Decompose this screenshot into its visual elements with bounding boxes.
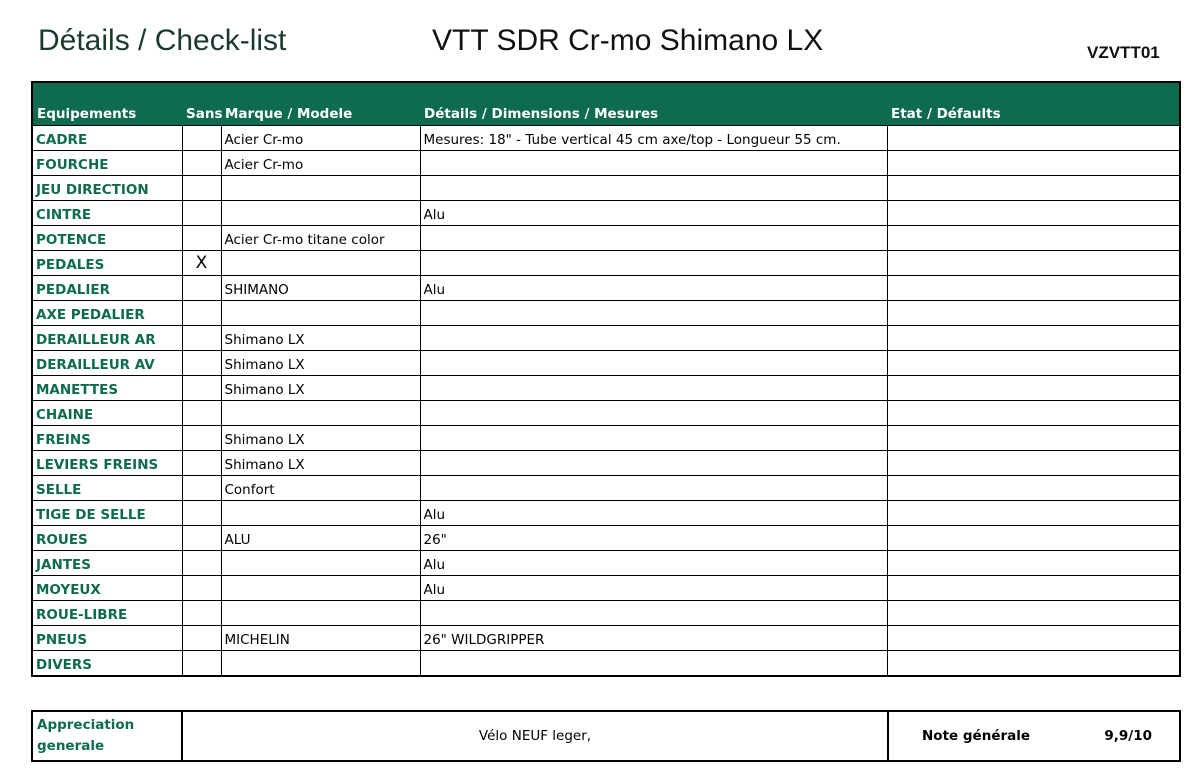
- overall-score-cell: [888, 711, 1180, 761]
- sans-cell[interactable]: [182, 601, 221, 626]
- sans-cell[interactable]: [182, 226, 221, 251]
- sans-cell[interactable]: [182, 351, 221, 376]
- details-cell[interactable]: Alu: [420, 276, 887, 301]
- equipment-name: PNEUS: [32, 626, 182, 651]
- equipment-name: CHAINE: [32, 401, 182, 426]
- table-row: [32, 351, 1180, 376]
- sans-cell[interactable]: [182, 326, 221, 351]
- equipment-name: CINTRE: [32, 201, 182, 226]
- column-header-etat: Etat / Défaults: [887, 82, 1180, 126]
- brand-model-cell[interactable]: [221, 601, 420, 626]
- details-cell[interactable]: Alu: [420, 201, 887, 226]
- condition-cell[interactable]: [887, 201, 1180, 226]
- condition-cell[interactable]: [887, 251, 1180, 276]
- details-cell[interactable]: [420, 476, 887, 501]
- equipment-name: ROUES: [32, 526, 182, 551]
- sans-cell[interactable]: [182, 651, 221, 676]
- table-row: [32, 226, 1180, 251]
- brand-model-cell[interactable]: Acier Cr-mo: [221, 126, 420, 151]
- bike-model-title: VTT SDR Cr-mo Shimano LX: [432, 24, 824, 57]
- brand-model-cell[interactable]: [221, 401, 420, 426]
- table-row: [32, 551, 1180, 576]
- details-cell[interactable]: [420, 351, 887, 376]
- condition-cell[interactable]: [887, 576, 1180, 601]
- brand-model-cell[interactable]: Shimano LX: [221, 376, 420, 401]
- equipment-name: LEVIERS FREINS: [32, 451, 182, 476]
- condition-cell[interactable]: [887, 401, 1180, 426]
- table-row: [32, 201, 1180, 226]
- equipment-name: CADRE: [32, 126, 182, 151]
- table-row: [32, 626, 1180, 651]
- equipment-name: SELLE: [32, 476, 182, 501]
- sans-cell[interactable]: [182, 526, 221, 551]
- details-cell[interactable]: [420, 601, 887, 626]
- condition-cell[interactable]: [887, 126, 1180, 151]
- equipment-name: MANETTES: [32, 376, 182, 401]
- brand-model-cell[interactable]: MICHELIN: [221, 626, 420, 651]
- details-cell[interactable]: [420, 451, 887, 476]
- appreciation-label: [32, 711, 182, 761]
- page-title: Détails / Check-list: [38, 24, 287, 57]
- table-row: [32, 251, 1180, 276]
- reference-code: VZVTT01: [1087, 43, 1160, 62]
- brand-model-cell[interactable]: Shimano LX: [221, 326, 420, 351]
- condition-cell[interactable]: [887, 176, 1180, 201]
- equipment-name: AXE PEDALIER: [32, 301, 182, 326]
- brand-model-cell[interactable]: [221, 651, 420, 676]
- sans-cell[interactable]: [182, 426, 221, 451]
- table-row: [32, 526, 1180, 551]
- sans-cell[interactable]: [182, 551, 221, 576]
- table-row: [32, 401, 1180, 426]
- condition-cell[interactable]: [887, 426, 1180, 451]
- equipment-name: DERAILLEUR AR: [32, 326, 182, 351]
- condition-cell[interactable]: [887, 326, 1180, 351]
- column-header-marque: Marque / Modele: [221, 82, 420, 126]
- condition-cell[interactable]: [887, 351, 1180, 376]
- checklist-table: [31, 81, 1181, 677]
- table-row: [32, 576, 1180, 601]
- table-row: [32, 426, 1180, 451]
- equipment-name: FREINS: [32, 426, 182, 451]
- table-row: [32, 151, 1180, 176]
- column-header-details: Détails / Dimensions / Mesures: [420, 82, 887, 126]
- table-row: [32, 376, 1180, 401]
- condition-cell[interactable]: [887, 476, 1180, 501]
- condition-cell[interactable]: [887, 276, 1180, 301]
- sans-cell[interactable]: [182, 401, 221, 426]
- sans-cell[interactable]: [182, 476, 221, 501]
- table-header-row: [32, 82, 1180, 126]
- details-cell[interactable]: [420, 376, 887, 401]
- brand-model-cell[interactable]: [221, 176, 420, 201]
- details-cell[interactable]: [420, 151, 887, 176]
- equipment-name: TIGE DE SELLE: [32, 501, 182, 526]
- table-row: [32, 301, 1180, 326]
- details-cell[interactable]: [420, 301, 887, 326]
- equipment-name: POTENCE: [32, 226, 182, 251]
- condition-cell[interactable]: [887, 376, 1180, 401]
- details-cell[interactable]: [420, 426, 887, 451]
- condition-cell[interactable]: [887, 451, 1180, 476]
- brand-model-cell[interactable]: Confort: [221, 476, 420, 501]
- details-cell[interactable]: 26" WILDGRIPPER: [420, 626, 887, 651]
- equipment-name: JANTES: [32, 551, 182, 576]
- condition-cell[interactable]: [887, 151, 1180, 176]
- table-row: [32, 651, 1180, 676]
- brand-model-cell[interactable]: Shimano LX: [221, 451, 420, 476]
- brand-model-cell[interactable]: Shimano LX: [221, 351, 420, 376]
- equipment-name: MOYEUX: [32, 576, 182, 601]
- details-cell[interactable]: [420, 326, 887, 351]
- condition-cell[interactable]: [887, 601, 1180, 626]
- sans-cell[interactable]: [182, 301, 221, 326]
- equipment-name: DERAILLEUR AV: [32, 351, 182, 376]
- table-row: [32, 126, 1180, 151]
- brand-model-cell[interactable]: [221, 301, 420, 326]
- appreciation-label-line2: generale: [37, 738, 105, 754]
- table-row: [32, 451, 1180, 476]
- equipment-name: DIVERS: [32, 651, 182, 676]
- column-header-sans: Sans: [182, 82, 221, 126]
- brand-model-cell[interactable]: ALU: [221, 526, 420, 551]
- details-cell[interactable]: [420, 651, 887, 676]
- brand-model-cell[interactable]: [221, 576, 420, 601]
- condition-cell[interactable]: [887, 301, 1180, 326]
- details-cell[interactable]: Alu: [420, 551, 887, 576]
- overall-score-value[interactable]: 9,9/10: [1104, 728, 1152, 744]
- table-row: [32, 501, 1180, 526]
- brand-model-cell[interactable]: [221, 251, 420, 276]
- sans-cell[interactable]: [182, 576, 221, 601]
- equipment-name: PEDALES: [32, 251, 182, 276]
- condition-cell[interactable]: [887, 551, 1180, 576]
- details-cell[interactable]: 26": [420, 526, 887, 551]
- sans-cell[interactable]: [182, 126, 221, 151]
- details-cell[interactable]: [420, 176, 887, 201]
- appreciation-label-line1: Appreciation: [37, 717, 135, 733]
- overall-score-label: Note générale: [922, 728, 1031, 744]
- sans-cell[interactable]: [182, 451, 221, 476]
- sans-cell[interactable]: [182, 626, 221, 651]
- condition-cell[interactable]: [887, 226, 1180, 251]
- table-row: [32, 326, 1180, 351]
- table-row: [32, 601, 1180, 626]
- sans-cell[interactable]: [182, 501, 221, 526]
- condition-cell[interactable]: [887, 651, 1180, 676]
- brand-model-cell[interactable]: Shimano LX: [221, 426, 420, 451]
- details-cell[interactable]: [420, 251, 887, 276]
- sans-cell[interactable]: [182, 276, 221, 301]
- sans-cell[interactable]: [182, 376, 221, 401]
- details-cell[interactable]: Alu: [420, 501, 887, 526]
- equipment-name: ROUE-LIBRE: [32, 601, 182, 626]
- equipment-name: JEU DIRECTION: [32, 176, 182, 201]
- sans-cell[interactable]: [182, 176, 221, 201]
- sans-cell[interactable]: [182, 151, 221, 176]
- condition-cell[interactable]: [887, 626, 1180, 651]
- sans-cell[interactable]: X: [182, 251, 221, 276]
- details-cell[interactable]: Mesures: 18" - Tube vertical 45 cm axe/top - Longueur 55 cm.: [420, 126, 887, 151]
- summary-table: [31, 710, 1181, 762]
- brand-model-cell[interactable]: [221, 501, 420, 526]
- sans-cell[interactable]: [182, 201, 221, 226]
- table-row: [32, 476, 1180, 501]
- brand-model-cell[interactable]: Acier Cr-mo: [221, 151, 420, 176]
- condition-cell[interactable]: [887, 526, 1180, 551]
- details-cell[interactable]: [420, 226, 887, 251]
- condition-cell[interactable]: [887, 501, 1180, 526]
- equipment-name: PEDALIER: [32, 276, 182, 301]
- brand-model-cell[interactable]: Acier Cr-mo titane color: [221, 226, 420, 251]
- column-header-equipements: Equipements: [32, 82, 182, 126]
- equipment-name: FOURCHE: [32, 151, 182, 176]
- details-cell[interactable]: Alu: [420, 576, 887, 601]
- details-cell[interactable]: [420, 401, 887, 426]
- table-row: [32, 276, 1180, 301]
- brand-model-cell[interactable]: SHIMANO: [221, 276, 420, 301]
- brand-model-cell[interactable]: [221, 201, 420, 226]
- table-row: [32, 176, 1180, 201]
- brand-model-cell[interactable]: [221, 551, 420, 576]
- appreciation-text[interactable]: Vélo NEUF leger,: [182, 711, 888, 761]
